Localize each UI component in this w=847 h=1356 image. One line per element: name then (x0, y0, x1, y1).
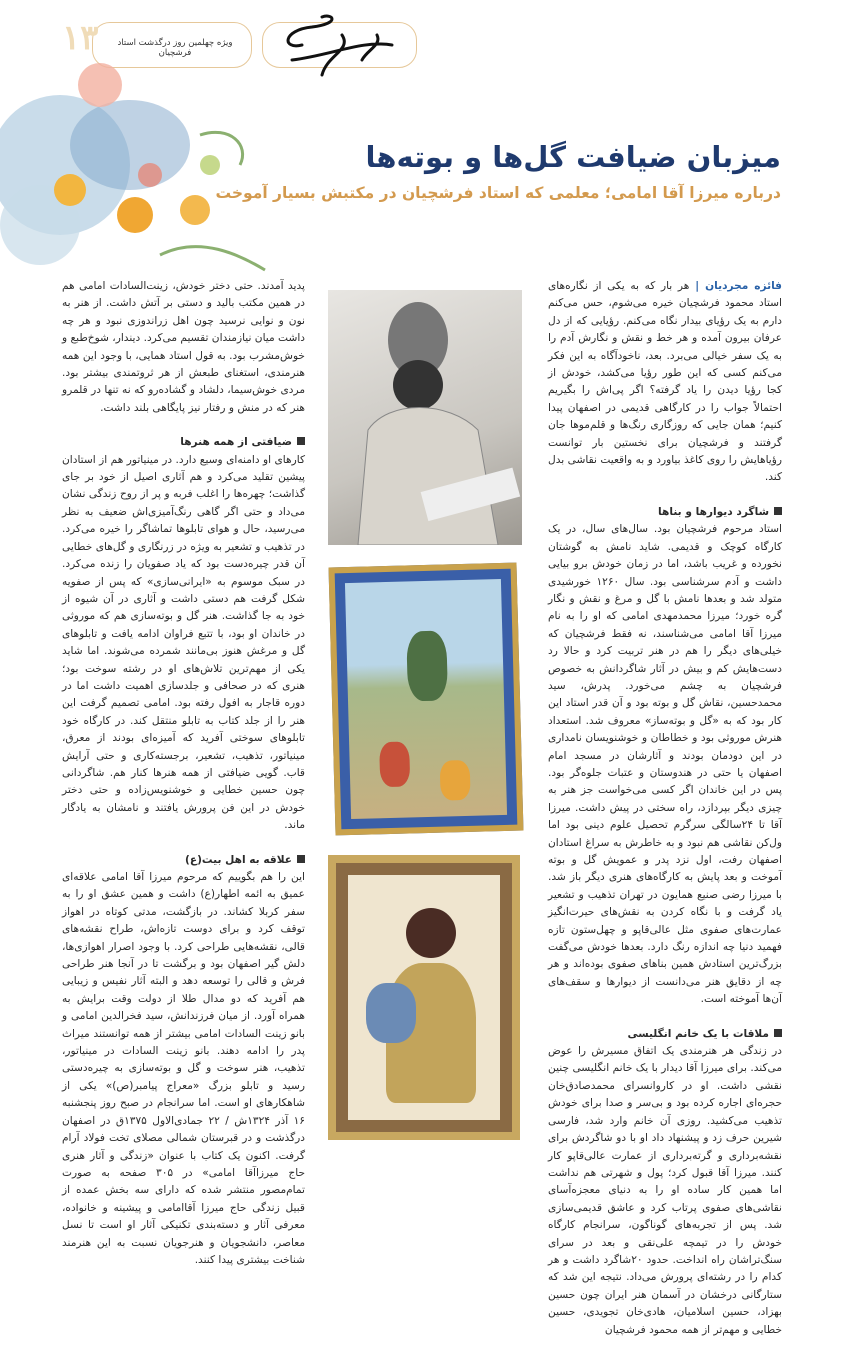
floral-illustration (0, 55, 280, 280)
section-text: استاد مرحوم فرشچیان بود. سال‌های سال، در یک کارگاه کوچک و قدیمی. شاید نامش به گوشتان نخورده و غریب باشد، اما در زمان خودش برو بیایی داشت و آدم سرشناسی بود. سال ۱۲۶۰ خورشیدی متولد شد و بعدها نامش با گل و مرغ و نقش و نگار گره خورد؛ میرزا محمدمهدی امامی که او را به نام میرزا آقا امامی می‌شناسند، نه فقط فرشچیان که خیلی‌های دیگر را هم در هنر تربیت کرد و حالا رد دست‌هایش کم و بیش در آثار شاگردانش به خصوص فرشچیان به چشم می‌خورد. پدرش، سید محمدحسین، نقاش گل و بوته بود و آن قدر استاد این کار بود که به «گل و بوته‌ساز» معروف شد. استعداد هنرش موروثی بود و خطاطان و خوشنویسان نامداری در این دودمان بودند و آثارشان در مسجد امام اصفهان یا حتی در هندوستان و عتبات جلوه‌گر بود. پس در این خاندان اگر کسی می‌خواست جز هنر به چیزی دیگر بپردازد، راه سختی در پیش داشت. میرزا آقا تا ۲۴سالگی سرگرم تحصیل علوم دینی بود اما ول‌کن نقاشی هم نبود و به خاطرش به سراغ استادان اصفهان رفت، اول نزد پدر و عمویش گل و بوته آموخت و بعد پایش به کارگاه‌های هنری دیگر باز شد. با میرزا رضی صنیع همایون در تهران تذهیب و تشعیر یاد گرفت و با نگاه کردن به نقش‌های حیرت‌انگیز عمارت‌های صفوی مثل عالی‌قاپو و چهل‌ستون تازه فهمید دنیا چه اندازه رنگ دارد. بعدها خودش می‌گفت بزرگ‌ترین استادش همین بناهای صفوی بوده‌اند و هر چه از دقایق هنر می‌دانست از دیوارها و سقف‌های آن‌ها آموخته است. (548, 523, 782, 1006)
author-name: فائزه مجردیان (705, 280, 782, 292)
section-text: در زندگی هر هنرمندی یک اتفاق مسیرش را عوض می‌کند. برای میرزا آقا دیدار با یک خانم انگلیسی چنین نقشی داشت. او در کاروانسرای محمدصادق‌خان حجره‌ای اجاره کرده بود و بی‌سر و صدا برای خودش تذهیب می‌کشید. روزی آن خانم وارد شد، فارسی شیرین حرف زد و پیشنهاد داد او با دو شاگردش برای نقشه‌برداری و گرته‌برداری از عمارت عالی‌قاپو کار کنند. میرزا آقا قبول کرد؛ پول و شهرتی هم نداشت اما همین کار ساده او را به دنیای معجزه‌آسای نقاشی‌های صفوی پرتاب کرد و عاشق قدیمی‌سازی شد. پس از تجربه‌های گوناگون، سرانجام کارگاه خودش را در تیمچه علی‌نقی و بعد در سرای سنگ‌تراشان راه انداخت. حدود ۲۰شاگرد داشت و هر کدام را در رشته‌ای پرورش می‌داد. نتیجه این شد که ستارگانی درخشان در آسمان هنر ایران چون حسین بهزاد، حسین اسلامیان، هادی‌خان تجویدی، حسین خطایی و مهم‌تر از همه محمود فرشچیان (548, 1045, 782, 1336)
header-caption: ویژه چهلمین روز درگذشت استاد فرشچیان (117, 38, 233, 58)
miniature-woman-painting (328, 855, 520, 1140)
left-column (62, 278, 305, 1286)
section-heading: ملاقات با یک خانم انگلیسی (548, 1026, 782, 1043)
page-number: ۱۳ (62, 18, 99, 58)
section-heading: ضیافتی از همه هنرها (62, 434, 305, 451)
article-subtitle: درباره میرزا آقا امامی؛ معلمی که استاد فرشچیان در مکتبش بسیار آموخت (215, 184, 781, 202)
intro-paragraph: فائزه مجردیان | هر بار که به یکی از نگاره‌های استاد محمود فرشچیان خیره می‌شوم، حس می‌کنم دارم به یک رؤیای بیدار نگاه می‌کنم. رؤیایی که از دل عرفان بیرون آمده و هر خط و نقش و نگارش آدم را به یک سفر خیالی می‌برد. بعد، ناخودآگاه به این فکر می‌کنم کسی که این طور رؤیا می‌کشد، خودش از کجا رؤیا دیدن را یاد گرفته؟ اگر پی‌اش را بگیریم احتمالاً جواب را در کارگاهی قدیمی در اصفهان پیدا کنیم؛ همان جایی که روزگاری رنگ‌ها و قلم‌موها جان گرفتند و فرشچیان برای نخستین بار توانست رؤیاهایش را روی کاغذ بیاورد و به واقعیت نقاشی بدل کند. (548, 280, 782, 484)
section-text: این را هم بگوییم که مرحوم میرزا آقا امامی علاقه‌ای عمیق به ائمه اطهار(ع) داشت و همین عشق او را به سفر کربلا کشاند. در بازگشت، مدتی کوتاه در اهواز توقف کرد و برای دوست تازه‌اش، طراح نقشه‌های قالی، نقشه‌هایی طراحی کرد. با وجود اصرار اهوازی‌ها، دلش گیر اصفهان بود و برگشت تا در آنجا هنر طراحی فرش و قالی را توسعه دهد و البته آثار نفیس و زیبایی هم آفرید که دو مدال طلا از دولت وقت برایش به همراه آورد. از میان فرزندانش، سید فخرالدین امامی و بانو زینت السادات امامی بیشتر از همه توانستند میراث پدر را ادامه دهند. بانو زینت السادات در مینیاتور، تذهیب، هنر سوخت و گل و بوته‌سازی به چیره‌دستی رسید و تابلو بزرگ «معراج پیامبر(ص)» یکی از شاهکارهای او است. اما سرانجام در صبح روز پنجشنبه ۱۶ آذر ۱۳۲۴ش / ۲۲ جمادی‌الاول ۱۳۷۵ق در اصفهان درگذشت و در قبرستان شمالی مصلای تخت فولاد آرام گرفت. اکنون یک کتاب با عنوان «زندگی و آثار هنری حاج میرزاآقا امامی» در ۳۰۵ صفحه به صورت تمام‌مصور منتشر شده که دارای سه بخش عمده از قبیل زندگی حاج میرزا آقاامامی و پیشینه و خانواده، معرفی آثار و دسته‌بندی تکنیکی آثار او است تا نسل معاصر، دانشجویان و هنرجویان نسبت به این هنرمند شناخت بیشتری پیدا کنند. (62, 871, 305, 1266)
section-heading: شاگرد دیوارها و بناها (548, 504, 782, 521)
section-text: پدید آمدند. حتی دختر خودش، زینت‌السادات امامی هم در همین مکتب بالید و دستی بر آتش داشت. از هنر به نون و نوایی نرسید چون اهل زراندوزی نبود و هر چه داشت میان نیازمندان تقسیم می‌کرد. دیندار، شوخ‌طبع و خوش‌مشرب بود. به قول استاد همایی، با وجود این همه هنرمندی، استغنای طبعش از هر ثروتمندی بیشتر بود. مردی خوش‌سیما، دلشاد و گشاده‌رو که نه تنها در قلمرو هنر که در منش و رفتار نیز پایگاهی بلند داشت. (62, 280, 305, 414)
portrait-photo (328, 290, 522, 545)
right-column (548, 278, 782, 1356)
miniature-garden-painting (329, 563, 524, 836)
article-title: میزبان ضیافت گل‌ها و بوته‌ها (365, 140, 781, 174)
calligraphy-logo (272, 5, 412, 80)
section-text: کارهای او دامنه‌ای وسیع دارد. در مینیاتور هم از استادان پیشین تقلید می‌کرد و هم آثاری اصیل از خود بر جای گذاشت؛ چهره‌ها را اغلب فربه و پر از روح زندگی نشان می‌داد و حتی اگر گاهی رنگ‌آمیزی‌اش ضعیف به نظر می‌رسید، حال و هوای تابلوها تماشاگر را خیره می‌کرد. در تذهیب و تشعیر به ویژه در زرنگاری و گل‌های خطایی آن قدر چیره‌دست بود که یاد صفویان را زنده می‌کرد. در سبک موسوم به «ایرانی‌سازی» که پس از صفویه شکل گرفت هم دستی داشت و آثاری در آن شیوه از خود به جا گذاشت. هنر گل و بوته‌سازی هم که موروثی در خاندان او بود، با تتبع فراوان ادامه یافت و تابلوهای گل و مرغش هنوز بی‌مانند شمرده می‌شوند. اما شاید یکی از مهم‌ترین تلاش‌های او در رشته سوخت بود؛ هنری که در صحافی و جلدسازی اهمیت داشت اما در دوره قاجار به افول رفته بود. امامی تصمیم گرفت این هنر را از جلد کتاب به تابلو منتقل کند. در کارگاه خود تابلوهای سوختی آفرید که آمیزه‌ای بودند از معرق، مینیاتور، تذهیب، تشعیر، برجسته‌کاری و حتی آرایش قاب. گویی ضیافتی از همه هنرها کنار هم. شاگردانی چون حسین خطایی و خوشنویس‌زاده و حتی دختر خودش در این فن پرورش یافتند و نامشان به یادگار ماند. (62, 453, 305, 832)
section-heading: علاقه به اهل بیت(ع) (62, 852, 305, 869)
